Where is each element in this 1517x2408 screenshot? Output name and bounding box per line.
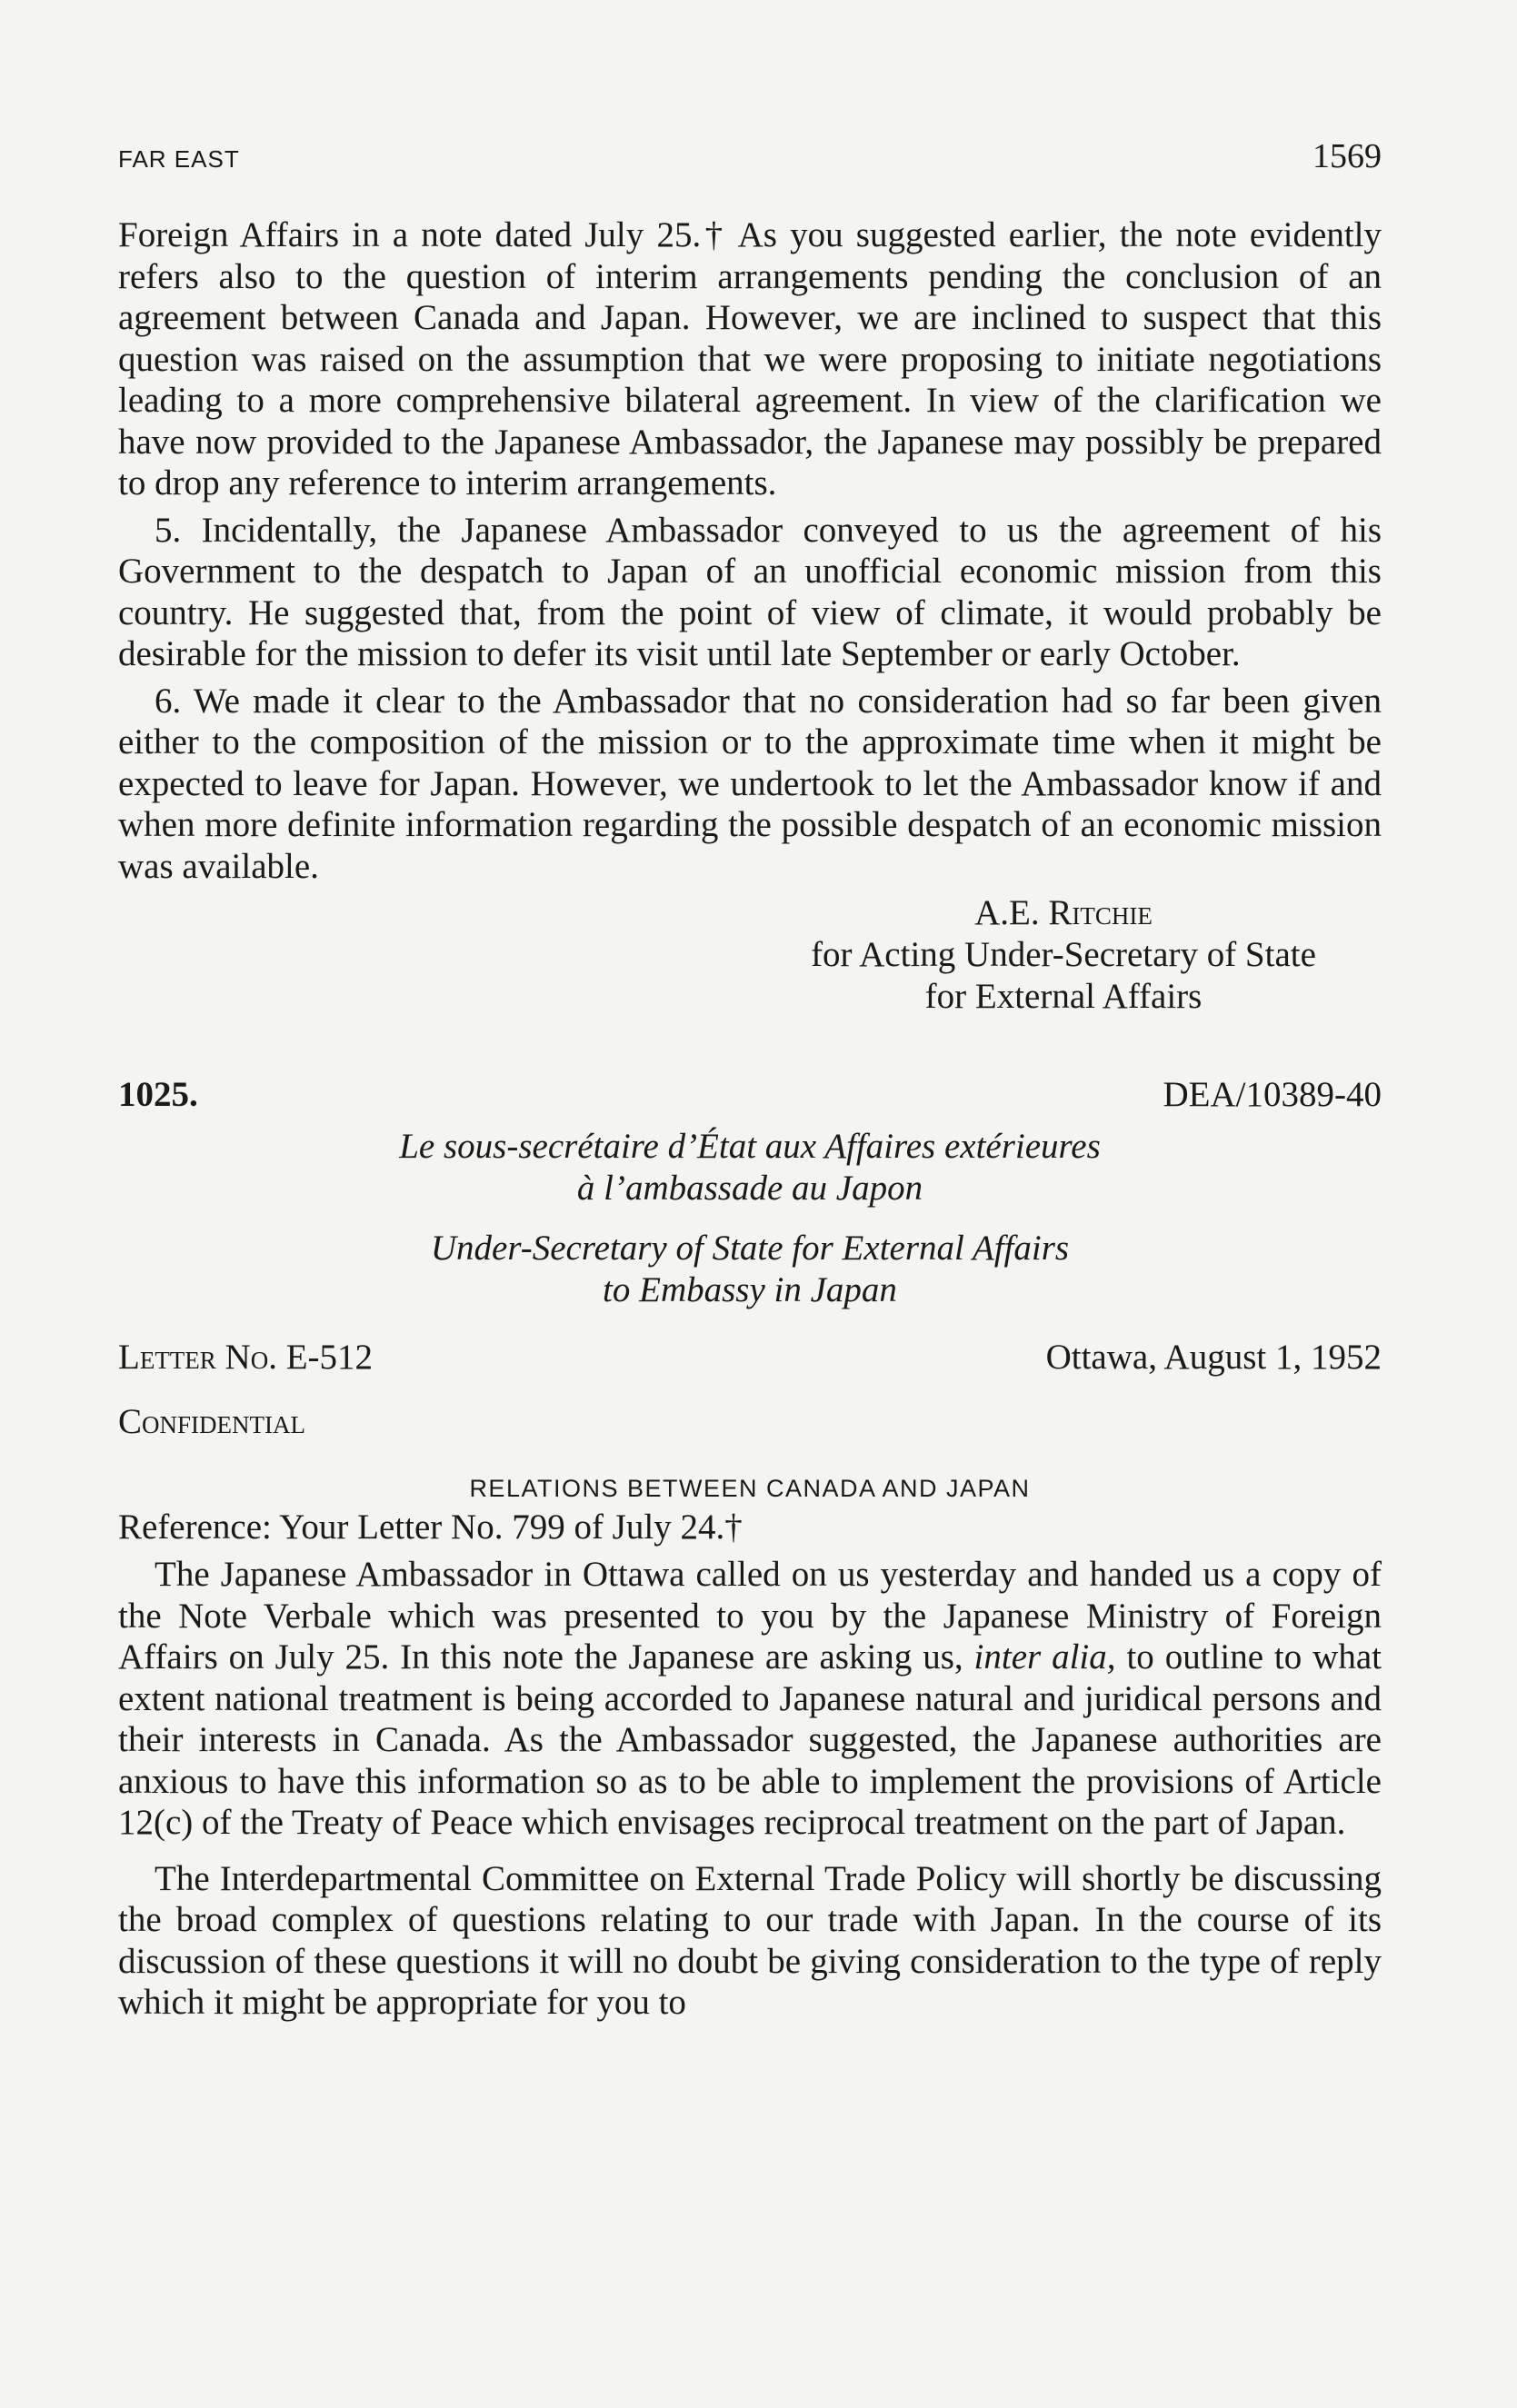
letter-paragraph-1-end: to outline to what extent national treatment is being accorded to Japanese natural and juridical persons and their interests in Canada. As the Ambassador suggested, the Japanese authorities are anxious to have this information so as to be able to implement the provisions of Article 12(c) of the Treaty of Peace which envisages reciprocal treatment on the part of Japan. xyxy=(118,1637,1382,1842)
place-date: Ottawa, August 1, 1952 xyxy=(1045,1338,1382,1377)
address-english-line-2: to Embassy in Japan xyxy=(603,1270,897,1309)
paragraph-6: 6. We made it clear to the Ambassador that no consideration had so far been given either to the composition of the mission or to the approximate time when it might be expected to leave for Japan. However, we undertook to let the Ambassador know if and when more definite information regarding the possible despatch of an economic mission was available. xyxy=(118,681,1382,886)
latin-phrase: inter alia, xyxy=(973,1637,1116,1677)
signatory-title-line-2: for External Affairs xyxy=(924,977,1203,1016)
address-english-line-1: Under-Secretary of State for External Affairs xyxy=(430,1229,1070,1268)
subject-heading: RELATIONS BETWEEN CANADA AND JAPAN xyxy=(469,1475,1031,1502)
address-block xyxy=(118,1126,1382,1311)
signatory-name: A.E. Ritchie xyxy=(974,893,1153,932)
address-french-line-2: à l’ambassade au Japon xyxy=(576,1169,923,1208)
document-number: 1025. xyxy=(118,1075,198,1114)
address-french-line-1: Le sous-secrétaire d’État aux Affaires extérieures xyxy=(399,1127,1101,1166)
file-reference: DEA/10389-40 xyxy=(1163,1075,1382,1114)
section-title: FAR EAST xyxy=(118,145,240,173)
document-header xyxy=(118,1074,1382,1115)
letter-number: Letter No. E-512 xyxy=(118,1338,374,1377)
classification: Confidential xyxy=(118,1402,305,1441)
signatory-title-line-1: for Acting Under-Secretary of State xyxy=(811,935,1316,974)
paragraph-continued: Foreign Affairs in a note dated July 25.† As you suggested earlier, the note evidently refers also to the question of interim arrangements pending the conclusion of an agreement between Canada and Japan. However, we are inclined to suspect that this question was raised on the assumption that we were proposing to initiate negotiations leading to a more comprehensive bilateral agreement. In view of the clarification we have now provided to the Japanese Ambassador, the Japanese may possibly be prepared to drop any reference to interim arrangements. xyxy=(118,215,1382,502)
signature-block xyxy=(782,892,1345,1018)
letter-line xyxy=(118,1337,1382,1378)
reference-line: Reference: Your Letter No. 799 of July 24.† xyxy=(118,1507,743,1547)
document-page xyxy=(118,136,1382,2024)
letter-paragraph-2: The Interdepartmental Committee on External Trade Policy will shortly be discussing the broad complex of questions relating to our trade with Japan. In the course of its discussion of these questions it will no doubt be giving consideration to the type of reply which it might be appropriate for you to xyxy=(118,1858,1382,2022)
letter-paragraph-1 xyxy=(118,1554,1382,1844)
running-head xyxy=(118,136,1382,176)
letter-paragraph-1-start: The Japanese Ambassador in Ottawa called on us yesterday and handed us a copy of the Note Verbale which was presented to you by the Japanese Ministry of Foreign Affairs on July 25. In this note the Japanese are asking us, xyxy=(118,1555,1382,1677)
page-number: 1569 xyxy=(1312,137,1382,175)
paragraph-5: 5. Incidentally, the Japanese Ambassador conveyed to us the agreement of his Government to the despatch to Japan of an unofficial economic mission from this country. He suggested that, from the point of view of climate, it would probably be desirable for the mission to defer its visit until late September or early October. xyxy=(118,510,1382,673)
